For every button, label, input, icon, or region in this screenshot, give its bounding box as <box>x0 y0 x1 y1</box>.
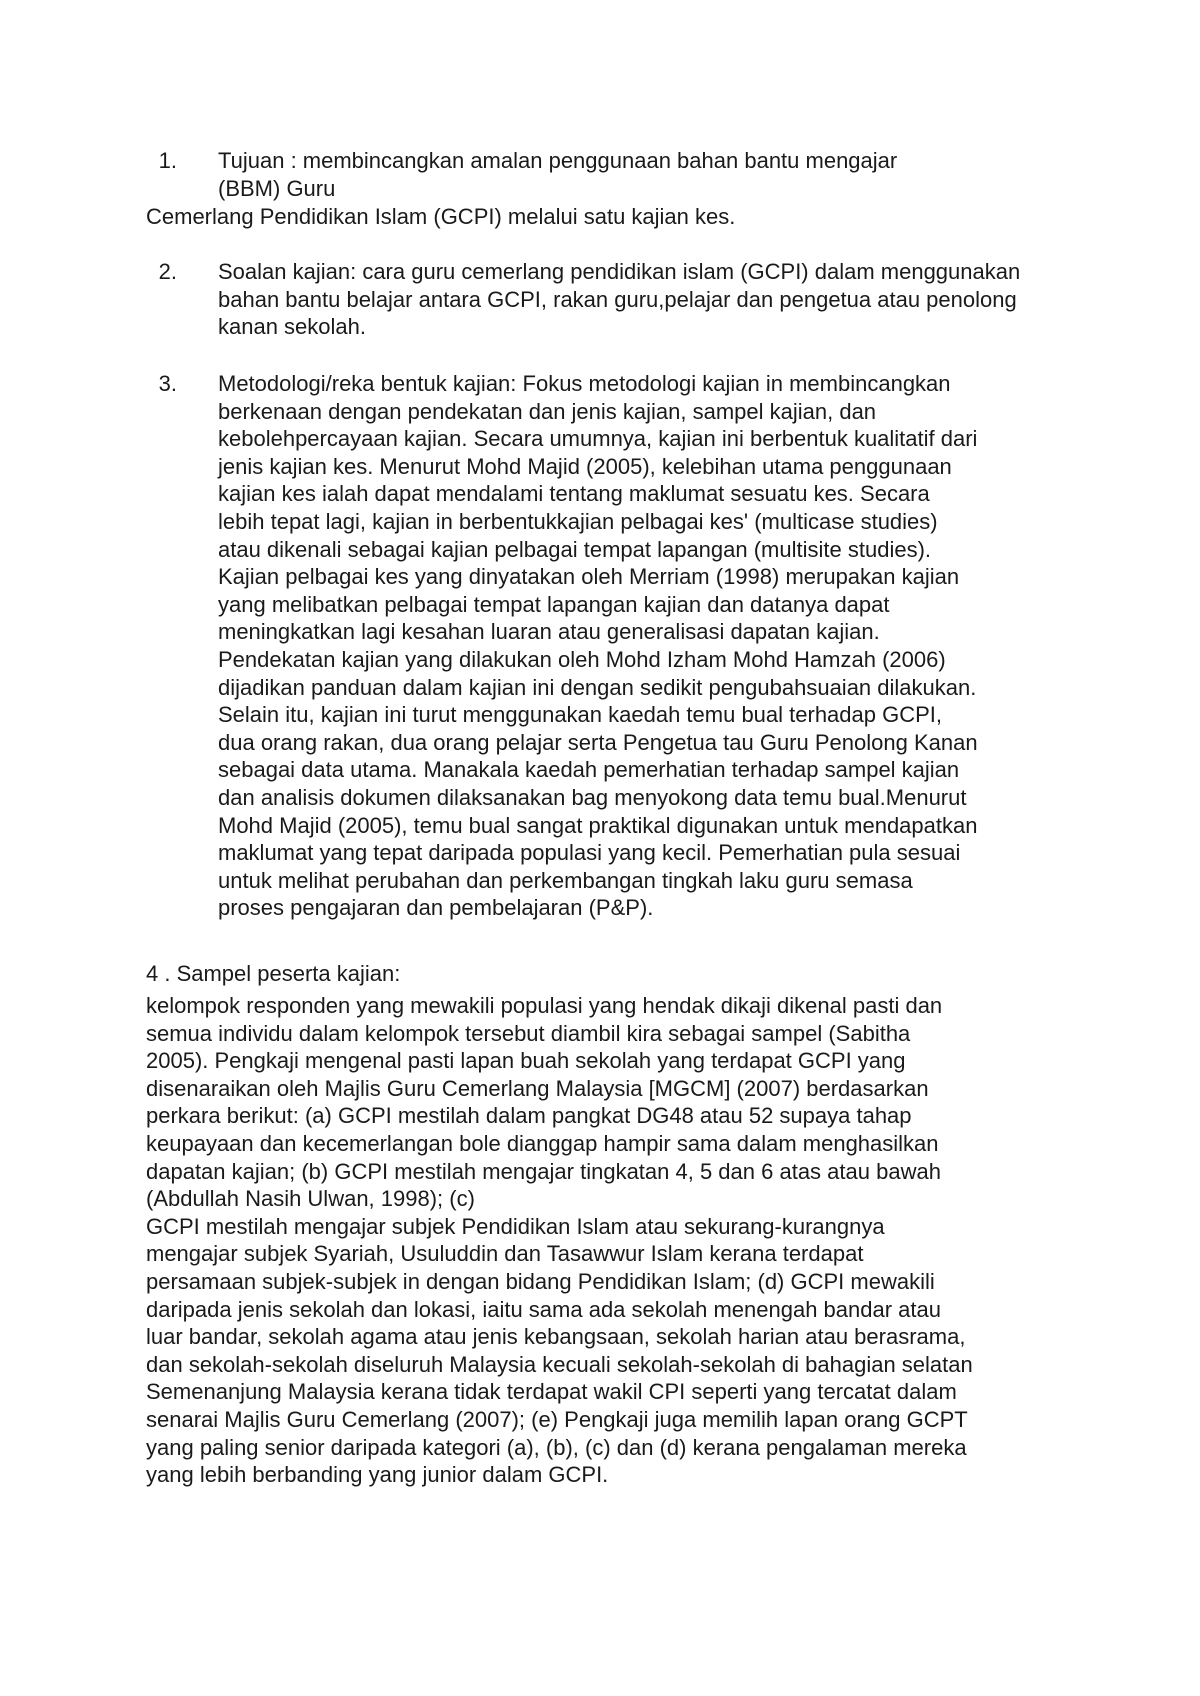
text-line: untuk melihat perubahan dan perkembangan tingkah laku guru semasa <box>218 867 913 893</box>
text-line: dan sekolah-sekolah diseluruh Malaysia kecuali sekolah-sekolah di bahagian selatan <box>146 1351 973 1377</box>
list-number-3: 3. <box>158 371 177 396</box>
text-line: dapatan kajian; (b) GCPI mestilah mengajar tingkatan 4, 5 dan 6 atas atau bawah <box>146 1158 941 1184</box>
text-line: proses pengajaran dan pembelajaran (P&P). <box>218 895 654 921</box>
list-number-1: 1. <box>158 148 177 173</box>
text-line: bahan bantu belajar antara GCPI, rakan guru,pelajar dan pengetua atau penolong <box>218 286 1017 312</box>
text-line: yang paling senior daripada kategori (a), (b), (c) dan (d) kerana pengalaman mereka <box>146 1434 967 1460</box>
text-line: dijadikan panduan dalam kajian ini dengan sedikit pengubahsuaian dilakukan. <box>218 674 977 700</box>
text-line: Kajian pelbagai kes yang dinyatakan oleh Merriam (1998) merupakan kajian <box>218 564 960 590</box>
text-line: maklumat yang tepat daripada populasi yang kecil. Pemerhatian pula sesuai <box>218 840 961 866</box>
text-line: keupayaan dan kecemerlangan bole dianggap hampir sama dalam menghasilkan <box>146 1130 939 1156</box>
text-line: (BBM) Guru <box>218 175 336 201</box>
text-line: meningkatkan lagi kesahan luaran atau generalisasi dapatan kajian. <box>218 619 880 645</box>
text-line: dan analisis dokumen dilaksanakan bag menyokong data temu bual.Menurut <box>218 784 967 810</box>
text-line: sebagai data utama. Manakala kaedah pemerhatian terhadap sampel kajian <box>218 757 960 783</box>
text-line: 2005). Pengkaji mengenal pasti lapan buah sekolah yang terdapat GCPI yang <box>146 1048 906 1074</box>
text-line: kajian kes ialah dapat mendalami tentang maklumat sesuatu kes. Secara <box>218 481 930 507</box>
text-line: persamaan subjek-subjek in dengan bidang Pendidikan Islam; (d) GCPI mewakili <box>146 1268 935 1294</box>
text-line: Selain itu, kajian ini turut menggunakan kaedah temu bual terhadap GCPI, <box>218 702 943 728</box>
list-item-1-continuation <box>146 203 1086 231</box>
text-line: atau dikenali sebagai kajian pelbagai tempat lapangan (multisite studies). <box>218 536 932 562</box>
text-line: lebih tepat lagi, kajian in berbentukkajian pelbagai kes' (multicase studies) <box>218 508 938 534</box>
list-item-4-heading: 4 . Sampel peserta kajian: <box>146 961 401 986</box>
text-line: Metodologi/reka bentuk kajian: Fokus metodologi kajian in membincangkan <box>218 371 951 396</box>
text-line: Semenanjung Malaysia kerana tidak terdapat wakil CPI seperti yang tercatat dalam <box>146 1379 957 1405</box>
text-line: kelompok responden yang mewakili populasi yang hendak dikaji dikenal pasti dan <box>146 993 943 1018</box>
text-line: Cemerlang Pendidikan Islam (GCPI) melalui satu kajian kes. <box>146 204 736 229</box>
text-line: Pendekatan kajian yang dilakukan oleh Mohd Izham Mohd Hamzah (2006) <box>218 646 946 672</box>
list-item-4-text <box>146 992 1086 1489</box>
text-line: kanan sekolah. <box>218 314 366 340</box>
text-line: GCPI mestilah mengajar subjek Pendidikan Islam atau sekurang-kurangnya <box>146 1213 885 1239</box>
text-line: mengajar subjek Syariah, Usuluddin dan Tasawwur Islam kerana terdapat <box>146 1241 864 1267</box>
list-item-1-text <box>218 147 1068 202</box>
list-item-3-text <box>218 370 1068 922</box>
text-line: Soalan kajian: cara guru cemerlang pendidikan islam (GCPI) dalam menggunakan <box>218 259 1021 284</box>
text-line: daripada jenis sekolah dan lokasi, iaitu sama ada sekolah menengah bandar atau <box>146 1296 941 1322</box>
text-line: semua individu dalam kelompok tersebut diambil kira sebagai sampel (Sabitha <box>146 1020 911 1046</box>
text-line: disenaraikan oleh Majlis Guru Cemerlang Malaysia [MGCM] (2007) berdasarkan <box>146 1075 929 1101</box>
text-line: yang lebih berbanding yang junior dalam GCPI. <box>146 1462 609 1488</box>
list-number-2: 2. <box>158 259 177 284</box>
text-line: kebolehpercayaan kajian. Secara umumnya, kajian ini berbentuk kualitatif dari <box>218 426 978 452</box>
text-line: berkenaan dengan pendekatan dan jenis kajian, sampel kajian, dan <box>218 398 877 424</box>
text-line: perkara berikut: (a) GCPI mestilah dalam pangkat DG48 atau 52 supaya tahap <box>146 1103 912 1129</box>
list-item-2-text <box>218 258 1068 341</box>
text-line: luar bandar, sekolah agama atau jenis kebangsaan, sekolah harian atau berasrama, <box>146 1324 966 1350</box>
text-line: Tujuan : membincangkan amalan penggunaan bahan bantu mengajar <box>218 148 898 173</box>
text-line: yang melibatkan pelbagai tempat lapangan kajian dan datanya dapat <box>218 591 890 617</box>
text-line: (Abdullah Nasih Ulwan, 1998); (c) <box>146 1186 475 1212</box>
text-line: dua orang rakan, dua orang pelajar serta Pengetua tau Guru Penolong Kanan <box>218 729 978 755</box>
text-line: Mohd Majid (2005), temu bual sangat praktikal digunakan untuk mendapatkan <box>218 812 978 838</box>
text-line: jenis kajian kes. Menurut Mohd Majid (2005), kelebihan utama penggunaan <box>218 453 952 479</box>
text-line: senarai Majlis Guru Cemerlang (2007); (e) Pengkaji juga memilih lapan orang GCPT <box>146 1406 968 1432</box>
